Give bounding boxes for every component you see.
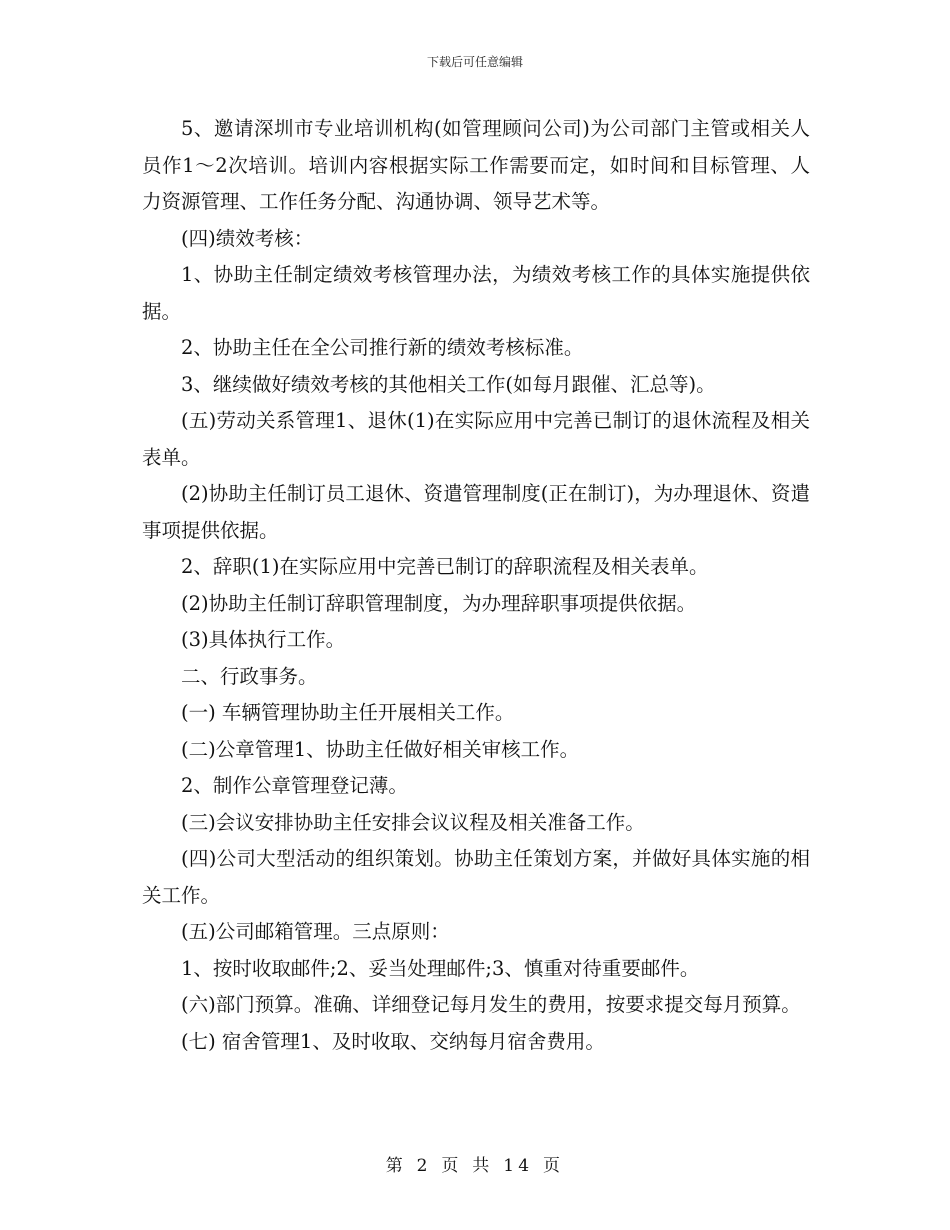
- paragraph: (一) 车辆管理协助主任开展相关工作。: [181, 701, 515, 724]
- paragraph: 2、协助主任在全公司推行新的绩效考核标准。: [181, 336, 584, 359]
- page-header: 下载后可任意编辑: [426, 55, 523, 69]
- paragraph: (2)协助主任制订辞职管理制度，为办理辞职事项提供依据。: [181, 591, 697, 615]
- paragraph: 1、协助主任制定绩效考核管理办法，为绩效考核工作的具体实施提供依据。: [142, 263, 810, 323]
- paragraph: (3)具体执行工作。: [181, 628, 346, 651]
- page-number-footer: 第 2 页 共 14 页: [385, 1156, 565, 1176]
- paragraph: (二)公章管理1、协助主任做好相关审核工作。: [181, 737, 580, 761]
- paragraph: (2)协助主任制订员工退休、资遣管理制度(正在制订)，为办理退休、资遣事项提供依据。: [142, 482, 810, 542]
- section-heading: 二、行政事务。: [181, 664, 318, 688]
- paragraph: (六)部门预算。准确、详细登记每月发生的费用，按要求提交每月预算。: [181, 993, 801, 1016]
- paragraph: (四)公司大型活动的组织策划。协助主任策划方案，并做好具体实施的相关工作。: [142, 847, 810, 907]
- paragraph: (七) 宿舍管理1、及时收取、交纳每月宿舍费用。: [181, 1029, 605, 1053]
- paragraph: 5、邀请深圳市专业培训机构(如管理顾问公司)为公司部门主管或相关人员作1～2次培训。培训内容根据实际工作需要而定，如时间和目标管理、人力资源管理、工作任务分配、沟通协调、领导艺术等。: [142, 117, 810, 213]
- paragraph: (五)公司邮箱管理。三点原则：: [181, 920, 450, 943]
- paragraph: 2、辞职(1)在实际应用中完善已制订的辞职流程及相关表单。: [181, 555, 709, 578]
- document-body: [142, 111, 810, 1060]
- paragraph: 2、制作公章管理登记薄。: [181, 774, 408, 797]
- paragraph: 1、按时收取邮件;2、妥当处理邮件;3、慎重对待重要邮件。: [181, 956, 700, 980]
- paragraph: (四)绩效考核：: [181, 226, 314, 250]
- paragraph: (五)劳动关系管理1、退休(1)在实际应用中完善已制订的退休流程及相关表单。: [142, 409, 810, 469]
- paragraph: 3、继续做好绩效考核的其他相关工作(如每月跟催、汇总等)。: [181, 372, 716, 396]
- paragraph: (三)会议安排协助主任安排会议议程及相关准备工作。: [181, 810, 645, 834]
